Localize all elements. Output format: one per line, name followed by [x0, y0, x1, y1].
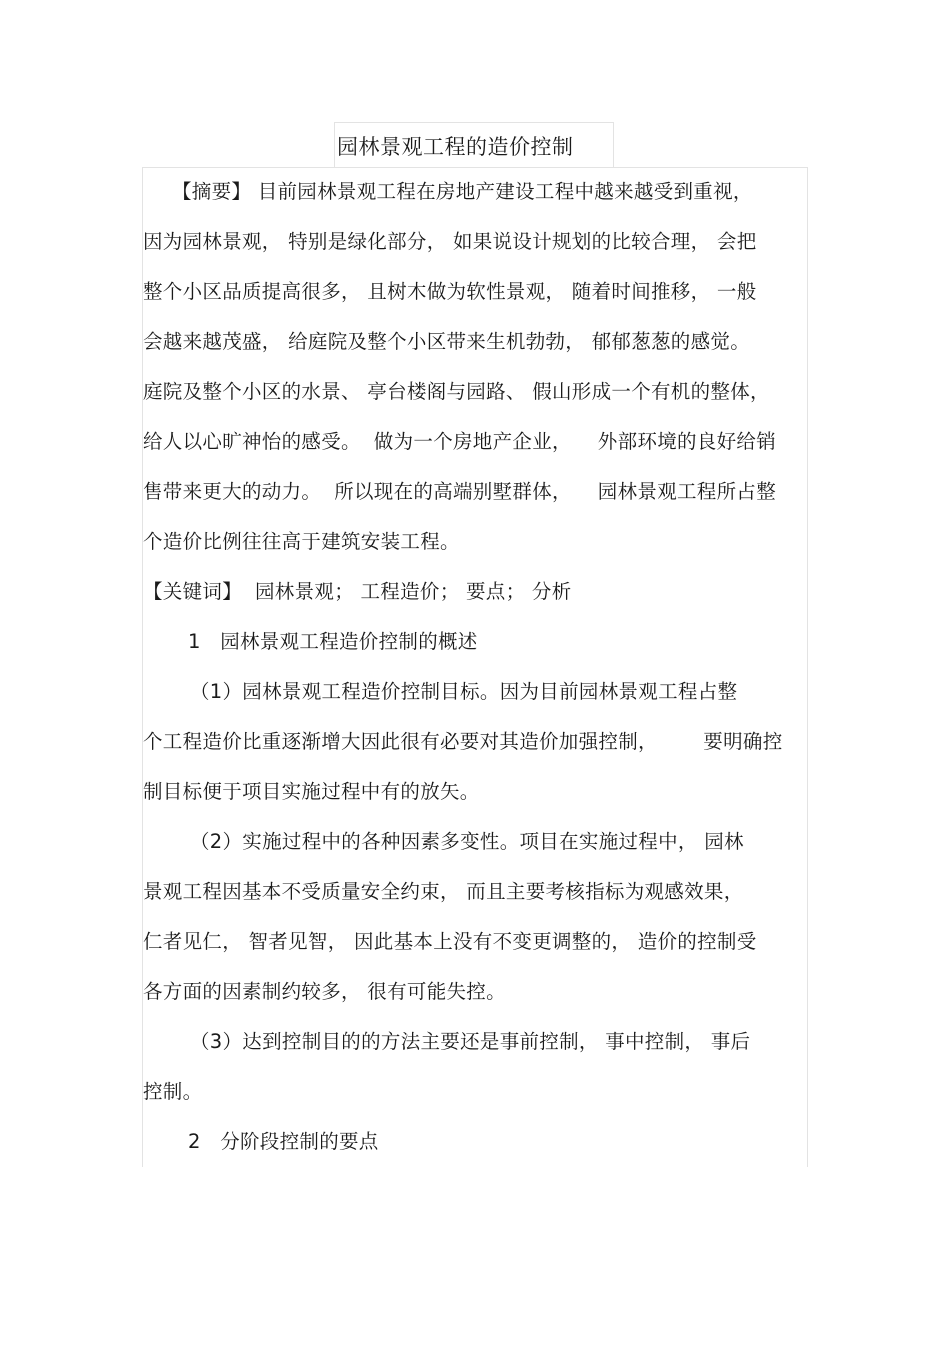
abstract-line-1: 【摘要】 目前园林景观工程在房地产建设工程中越来越受到重视， — [172, 180, 753, 203]
paragraph-3-line-1: （3）达到控制目的的方法主要还是事前控制， 事中控制， 事后 — [190, 1030, 751, 1053]
title-box — [334, 122, 614, 168]
paragraph-2-line-1: （2）实施过程中的各种因素多变性。项目在实施过程中， 园林 — [190, 830, 744, 853]
keywords-line: 【关键词】 园林景观； 工程造价； 要点； 分析 — [143, 580, 572, 603]
abstract-line-8: 个造价比例往往高于建筑安装工程。 — [143, 530, 460, 553]
paragraph-2-line-2: 景观工程因基本不受质量安全约束， 而且主要考核指标为观感效果， — [143, 880, 744, 903]
abstract-line-6: 给人以心旷神怡的感受。 做为一个房地产企业， 外部环境的良好给销 — [143, 430, 776, 453]
abstract-line-2: 因为园林景观， 特别是绿化部分， 如果说设计规划的比较合理， 会把 — [143, 230, 757, 253]
paragraph-3-line-2: 控制。 — [143, 1080, 203, 1103]
content-frame — [142, 167, 808, 1167]
section-2-heading: 2 分阶段控制的要点 — [188, 1130, 379, 1153]
abstract-line-4: 会越来越茂盛， 给庭院及整个小区带来生机勃勃， 郁郁葱葱的感觉。 — [143, 330, 750, 353]
abstract-line-5: 庭院及整个小区的水景、 亭台楼阁与园路、 假山形成一个有机的整体， — [143, 380, 770, 403]
document-title: 园林景观工程的造价控制 — [337, 135, 574, 159]
paragraph-1-line-2: 个工程造价比重逐渐增大因此很有必要对其造价加强控制， 要明确控 — [143, 730, 783, 753]
paragraph-1-line-1: （1）园林景观工程造价控制目标。因为目前园林景观工程占整 — [190, 680, 738, 703]
section-1-heading: 1 园林景观工程造价控制的概述 — [188, 630, 478, 653]
paragraph-1-line-3: 制目标便于项目实施过程中有的放矢。 — [143, 780, 480, 803]
paragraph-2-line-3: 仁者见仁， 智者见智， 因此基本上没有不变更调整的， 造价的控制受 — [143, 930, 757, 953]
paragraph-2-line-4: 各方面的因素制约较多， 很有可能失控。 — [143, 980, 506, 1003]
abstract-line-3: 整个小区品质提高很多， 且树木做为软性景观， 随着时间推移， 一般 — [143, 280, 757, 303]
abstract-line-7: 售带来更大的动力。 所以现在的高端别墅群体， 园林景观工程所占整 — [143, 480, 776, 503]
